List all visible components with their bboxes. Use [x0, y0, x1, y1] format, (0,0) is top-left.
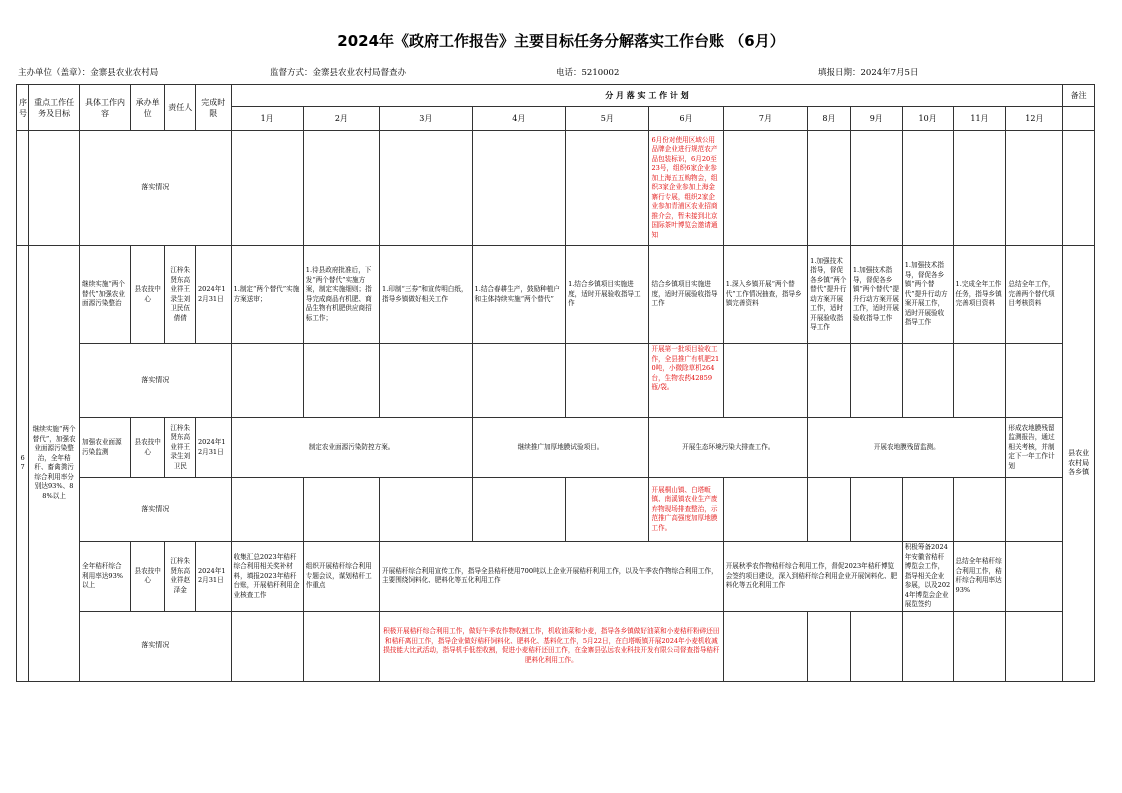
task2-plan-d: 开展农地膜残留监测。	[808, 418, 1006, 478]
month-6: 6月	[649, 107, 723, 131]
table-row	[17, 418, 1095, 478]
month-2: 2月	[303, 107, 379, 131]
task1-plan-9: 1.加强技术指导，督促各乡镇“两个替代”提升行动方案开展工作，适时开展验收指导工作	[850, 246, 902, 344]
task1-plan-12: 总结全年工作，完善两个替代项目考核资料	[1006, 246, 1063, 344]
task2-plan-c: 开展生态环境污染大排查工作。	[649, 418, 808, 478]
month-3: 3月	[380, 107, 473, 131]
status-jun: 6月份对使用区域公用品牌企业进行规范农产品包装标识，6月20至23号，组织6家企业参加上海五五购物会，组织3家企业参加上海金寨行专展，组织2家企业参加青浦区农业招商推介会，暂未接到北京国际茶叶博览会邀请通知	[649, 131, 723, 246]
task3-plan-a: 收集汇总2023年秸秆综合利用相关奖补材料，填报2023年秸秆台账，开展秸秆利用企业核查工作	[231, 542, 303, 612]
page-title: 2024年《政府工作报告》主要目标任务分解落实工作台账 （6月）	[337, 32, 785, 50]
task3-plan-d: 开展秋季农作物秸秆综合利用工作，督促2023年秸秆博览会签约项目建设，深入到秸秆综合利用企业开展饲料化、肥料化等五化利用工作	[723, 542, 902, 612]
month-11: 11月	[953, 107, 1006, 131]
table-row	[17, 611, 1095, 681]
task1-deadline: 2024年12月31日	[195, 246, 231, 344]
month-4: 4月	[472, 107, 566, 131]
task2-plan-b: 继续推广加厚地膜试验项目。	[472, 418, 649, 478]
task1-plan-2: 1.待县政府批准后，下发“两个替代”实施方案，制定实施细则；指导完成商品有机肥、商品生物有机肥供应商招标工作；	[303, 246, 379, 344]
task3-unit: 县农技中心	[130, 542, 165, 612]
task2-content: 加强农业面源污染监测	[80, 418, 131, 478]
month-5: 5月	[566, 107, 649, 131]
task3-content: 全年秸秆综合利用率达93%以上	[80, 542, 131, 612]
month-12: 12月	[1006, 107, 1063, 131]
fill-date: 填报日期：2024年7月5日	[818, 68, 919, 78]
task2-person: 江梓朱贤东高业祥王录生刘卫民	[165, 418, 196, 478]
task1-plan-5: 1.结合乡镇项目实施进度，适时开展验收指导工作	[566, 246, 649, 344]
table-row	[17, 542, 1095, 612]
task1-plan-1: 1.制定“两个替代”实施方案送审；	[231, 246, 303, 344]
month-9: 9月	[850, 107, 902, 131]
task2-deadline: 2024年12月31日	[195, 418, 231, 478]
task3-plan-e: 积极筹备2024年安徽省秸秆博览会工作，指导相关企业参展，以及2024年博览会企业展览签约	[902, 542, 953, 612]
task1-plan-10: 1.加强技术指导，督促各乡镇“两个替代”提升行动方案开展工作，适时开展验收指导工作	[902, 246, 953, 344]
col-deadline: 完成时限	[195, 85, 231, 131]
task3-plan-c: 开展秸秆综合利用宣传工作，指导全县秸秆使用700吨以上企业开展秸秆利用工作，以及午季农作物综合利用工作，主要围绕饲料化、肥料化等五化利用工作	[380, 542, 724, 612]
task3-deadline: 2024年12月31日	[195, 542, 231, 612]
task1-plan-3: 1.印制“三券”和宣传明白纸，指导乡镇做好相关工作	[380, 246, 473, 344]
task2-unit: 县农技中心	[130, 418, 165, 478]
header-row	[17, 85, 1095, 107]
focus-67: 继续实施“两个替代”，加强农业面源污染整治，全年秸秆、畜禽粪污综合利用率分别达93%、88%以上	[29, 246, 80, 682]
col-focus: 重点工作任务及目标	[29, 85, 80, 131]
table-row	[17, 478, 1095, 542]
task2-plan-a: 制定农业面源污染防控方案。	[231, 418, 472, 478]
task2-status-jun: 开展桐山镇、白塔畈镇、南溪镇农业生产废弃物现场排查整治，示范推广高强度加厚地膜工作。	[649, 478, 723, 542]
col-unit: 承办单位	[130, 85, 165, 131]
col-person: 责任人	[165, 85, 196, 131]
table-row	[17, 344, 1095, 418]
col-note: 备注	[1063, 85, 1095, 107]
seq-67: 67	[17, 246, 29, 682]
task1-plan-11: 1.完成全年工作任务，指导乡镇完善项目资料	[953, 246, 1006, 344]
task2-plan-e: 形成农地膜残留监测报告，通过相关考核，并制定下一年工作计划	[1006, 418, 1063, 478]
status-label: 落实情况	[80, 611, 232, 681]
task1-person: 江梓朱贤东高业祥王录生刘卫民伍倩倩	[165, 246, 196, 344]
col-content: 具体工作内容	[80, 85, 131, 131]
status-label: 落实情况	[80, 344, 232, 418]
task1-unit: 县农技中心	[130, 246, 165, 344]
month-8: 8月	[808, 107, 851, 131]
task1-plan-4: 1.结合春耕生产，鼓励种植户和主体持续实施“两个替代”	[472, 246, 566, 344]
task-ledger-table	[16, 84, 1095, 682]
task1-plan-8: 1.加强技术指导，督促各乡镇“两个替代”提升行动方案开展工作，适时开展验收指导工作	[808, 246, 851, 344]
month-10: 10月	[902, 107, 953, 131]
table-row	[17, 246, 1095, 344]
task3-person: 江梓朱贤东高业祥赵泽金	[165, 542, 196, 612]
task3-status: 积极开展秸秆综合利用工作，做好午季农作物收割工作，机收油菜和小麦，指导各乡镇做好油菜和小麦秸秆粉碎还田和秸秆离田工作，指导企业做好秸秆饲料化、肥料化、基料化工作，5月22日，在白塔畈镇开展2024年小麦机收减损技能大比武活动，指导机手低茬收割，促进小麦秸秆还田工作，在金寨县弘远农业科技开发有限公司督查指导秸秆肥料化利用工作。	[380, 611, 724, 681]
col-plan: 分 月 落 实 工 作 计 划	[231, 85, 1063, 107]
note-67: 县农业农村局各乡镇	[1063, 246, 1095, 682]
month-1: 1月	[231, 107, 303, 131]
col-seq: 序号	[17, 85, 29, 131]
task1-status-jun: 开展第一批项目验收工作，全县推广有机肥210吨，小微除草机264台，生物农药42859瓶/袋。	[649, 344, 723, 418]
task1-plan-6: 结合乡镇项目实施进度，适时开展验收指导工作	[649, 246, 723, 344]
month-7: 7月	[723, 107, 807, 131]
supervision: 监督方式：金寨县农业农村局督查办	[270, 68, 407, 78]
host-org: 主办单位（盖章）：金寨县农业农村局	[18, 68, 159, 78]
task3-plan-b: 组织开展秸秆综合利用专题会议，谋划秸秆工作重点	[303, 542, 379, 612]
task1-content: 继续实施“两个替代”加强农业面源污染整治	[80, 246, 131, 344]
phone: 电话：5210002	[556, 68, 620, 78]
task3-plan-f: 总结全年秸秆综合利用工作，秸秆综合利用率达93%	[953, 542, 1006, 612]
status-label: 落实情况	[80, 478, 232, 542]
table-row	[17, 131, 1095, 246]
status-label: 落实情况	[80, 131, 232, 246]
task1-plan-7: 1.深入乡镇开展“两个替代”工作情况抽查，指导乡镇完善资料	[723, 246, 807, 344]
